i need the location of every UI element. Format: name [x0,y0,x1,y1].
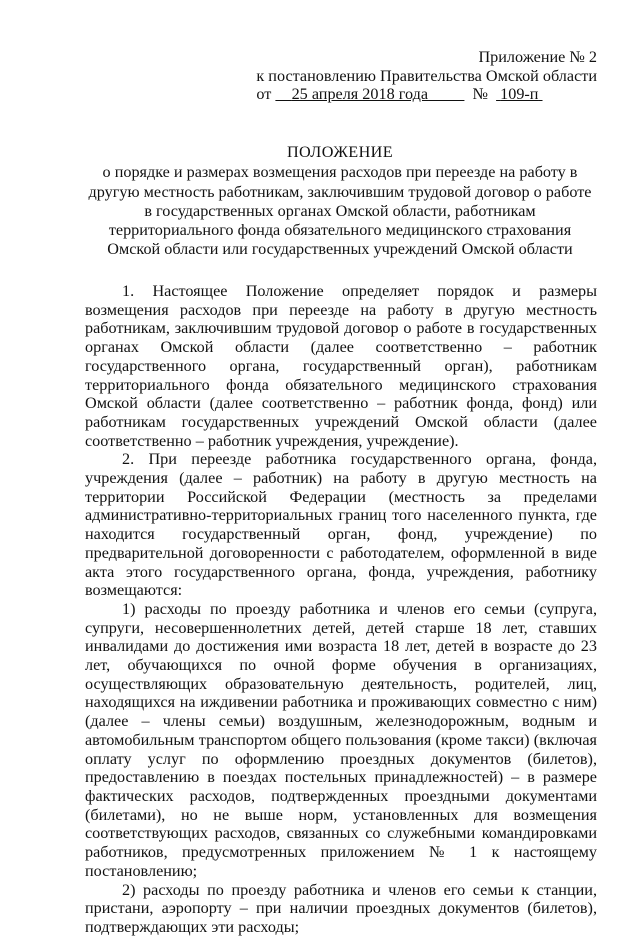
document-body [85,282,597,937]
resolution-number: 109-п [500,85,539,103]
approval-block [256,48,597,104]
appendix-number: Приложение № 2 [478,48,597,66]
resolution-date: 25 апреля 2018 года [291,85,429,103]
list-item-2: 2) расходы по проезду работника и членов его семьи к станции, пристани, аэропорту – при наличии проездных документов (билетов), подтверждающих эти расходы; [85,880,597,936]
paragraph-2: 2. При переезде работника государственного органа, фонда, учреждения (далее – работник) на работу в другую местность на территории Российской Федерации (местность за пределами административно-территориальных границ того населенного пункта, где находится государственный орган, фонд, учреждение) по предварительной договоренности с работодателем, оформленной в виде акта этого государственного органа, фонда, учреждения, работнику возмещаются: [85,450,597,600]
resolution-reference: к постановлению Правительства Омской области [256,66,597,85]
from-label: от [256,85,272,103]
resolution-date-number [256,85,597,104]
document-title [85,143,595,260]
paragraph-1: 1. Настоящее Положение определяет порядок и размеры возмещения расходов при переезде на работу в другую местность работникам, заключившим трудовой договор о работе в государственных органах Омской области (далее соответственно – работник государственного органа, государственный орган), работникам территориального фонда обязательного медицинского страхования Омской области (далее соответственно – работник фонда, фонд) или работникам государственных учреждений Омской области (далее соответственно – работник учреждения, учреждение). [85,282,597,450]
number-label: № [472,85,488,103]
title-heading: ПОЛОЖЕНИЕ [286,143,394,161]
title-subtitle: о порядке и размерах возмещения расходов при переезде на работу в другую местность работникам, заключившим трудовой договор о работе в государственных органах Омской области, работникам территориального фонда обязательного медицинского страхования Омской области или государственных учреждений Омской области [88,163,592,259]
list-item-1: 1) расходы по проезду работника и членов его семьи (супруга, супруги, несовершеннолетних детей, детей старше 18 лет, ставших инвалидами до достижения ими возраста 18 лет, детей в возрасте до 23 лет, обучающихся по очной форме обучения в организациях, осуществляющих образовательную деятельность, родителей, лиц, находящихся на иждивении работника и проживающих совместно с ним) (далее – члены семьи) воздушным, железнодорожным, водным и автомобильным транспортом общего пользования (кроме такси) (включая оплату услуг по оформлению проездных документов (билетов), предоставлению в поездах постельных принадлежностей) – в размере фактических расходов, подтвержденных проездными документами (билетами), но не выше норм, установленных для возмещения соответствующих расходов, связанных со служебными командировками работников, предусмотренных приложением № 1 к настоящему постановлению; [85,599,597,880]
